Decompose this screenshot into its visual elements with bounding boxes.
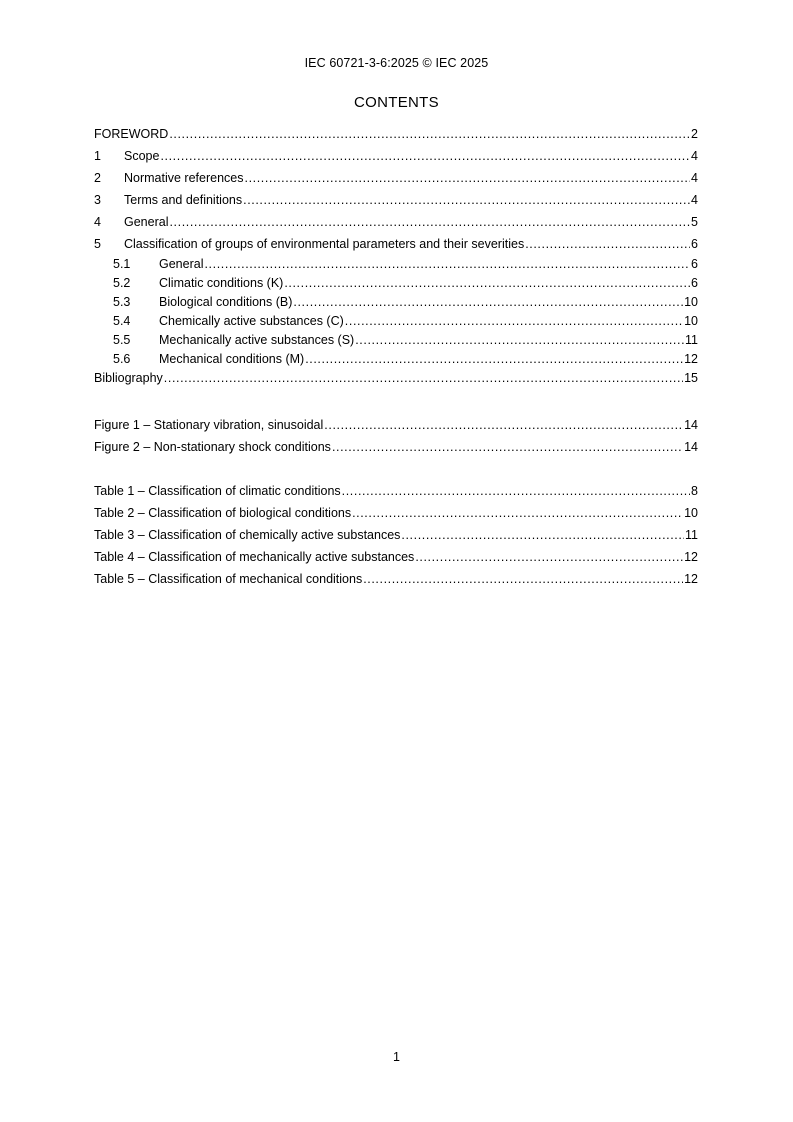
table-page: 12 [684, 572, 698, 586]
figure-page: 14 [684, 440, 698, 454]
toc-number: 5.1 [113, 257, 131, 271]
table-page: 12 [684, 550, 698, 564]
table-label: Table 2 – Classification of biological conditions [94, 506, 352, 520]
toc-page: 6 [691, 257, 698, 271]
toc-number: 5.6 [113, 352, 131, 366]
leader-dots [245, 167, 691, 189]
toc-entry-classification[interactable] [94, 233, 698, 255]
table-label: Table 5 – Classification of mechanical conditions [94, 572, 363, 586]
figure-entry-2[interactable] [94, 436, 698, 458]
toc-number: 5.3 [113, 295, 131, 309]
table-page: 8 [691, 484, 698, 498]
toc-entry-5-3[interactable] [94, 293, 698, 312]
toc-page: 2 [691, 127, 698, 141]
figure-entry-1[interactable] [94, 414, 698, 436]
toc-entry-scope[interactable] [94, 145, 698, 167]
toc-label: Chemically active substances (C) [159, 314, 344, 328]
leader-dots [363, 568, 683, 590]
toc-entry-5-6[interactable] [94, 350, 698, 369]
toc-page: 6 [691, 276, 698, 290]
toc-page: 4 [691, 149, 698, 163]
leader-dots [293, 293, 683, 312]
toc-entry-normative-references[interactable] [94, 167, 698, 189]
table-page: 10 [684, 506, 698, 520]
toc-label: Bibliography [94, 371, 163, 385]
page-number: 1 [393, 1050, 400, 1064]
leader-dots [525, 233, 690, 255]
leader-dots [305, 350, 683, 369]
toc-entry-foreword[interactable] [94, 123, 698, 145]
toc-label: Classification of groups of environmental parameters and their severities [124, 237, 525, 251]
table-list [94, 480, 698, 590]
leader-dots [164, 369, 683, 388]
toc-label: Mechanical conditions (M) [159, 352, 305, 366]
toc-entry-general[interactable] [94, 211, 698, 233]
leader-dots [160, 145, 690, 167]
toc-number: 5.2 [113, 276, 131, 290]
leader-dots [204, 255, 690, 274]
leader-dots [169, 211, 690, 233]
leader-dots [324, 414, 683, 436]
leader-dots [355, 331, 684, 350]
contents-title: CONTENTS [354, 94, 439, 111]
toc-page: 15 [684, 371, 698, 385]
toc-number: 2 [94, 171, 101, 185]
toc-list [94, 123, 698, 388]
toc-label: General [159, 257, 204, 271]
figure-list [94, 414, 698, 458]
toc-entry-terms-definitions[interactable] [94, 189, 698, 211]
toc-entry-5-4[interactable] [94, 312, 698, 331]
toc-page: 10 [684, 295, 698, 309]
toc-number: 3 [94, 193, 101, 207]
toc-label: Mechanically active substances (S) [159, 333, 355, 347]
toc-number: 5.4 [113, 314, 131, 328]
leader-dots [415, 546, 683, 568]
toc-label: Terms and definitions [124, 193, 243, 207]
leader-dots [342, 480, 690, 502]
figure-label: Figure 1 – Stationary vibration, sinusoidal [94, 418, 324, 432]
toc-entry-5-5[interactable] [94, 331, 698, 350]
leader-dots [332, 436, 683, 458]
leader-dots [169, 123, 690, 145]
toc-label: Climatic conditions (K) [159, 276, 284, 290]
table-entry-2[interactable] [94, 502, 698, 524]
figure-label: Figure 2 – Non-stationary shock conditions [94, 440, 331, 454]
toc-page: 11 [685, 333, 698, 347]
figure-page: 14 [684, 418, 698, 432]
leader-dots [284, 274, 690, 293]
leader-dots [243, 189, 690, 211]
toc-page: 10 [684, 314, 698, 328]
table-entry-5[interactable] [94, 568, 698, 590]
toc-number: 5.5 [113, 333, 131, 347]
toc-page: 6 [691, 237, 698, 251]
toc-entry-bibliography[interactable] [94, 369, 698, 388]
toc-label: FOREWORD [94, 127, 169, 141]
toc-page: 12 [684, 352, 698, 366]
toc-number: 5 [94, 237, 101, 251]
table-page: 11 [685, 528, 698, 542]
toc-number: 1 [94, 149, 101, 163]
leader-dots [352, 502, 683, 524]
toc-entry-5-1[interactable] [94, 255, 698, 274]
table-label: Table 1 – Classification of climatic conditions [94, 484, 341, 498]
toc-label: Biological conditions (B) [159, 295, 293, 309]
leader-dots [345, 312, 683, 331]
toc-label: Normative references [124, 171, 244, 185]
toc-page: 4 [691, 193, 698, 207]
table-entry-4[interactable] [94, 546, 698, 568]
toc-label: General [124, 215, 169, 229]
table-entry-1[interactable] [94, 480, 698, 502]
document-header: IEC 60721-3-6:2025 © IEC 2025 [304, 56, 489, 70]
toc-label: Scope [124, 149, 160, 163]
toc-number: 4 [94, 215, 101, 229]
toc-page: 5 [691, 215, 698, 229]
toc-entry-5-2[interactable] [94, 274, 698, 293]
table-label: Table 3 – Classification of chemically active substances [94, 528, 401, 542]
toc-page: 4 [691, 171, 698, 185]
table-entry-3[interactable] [94, 524, 698, 546]
table-label: Table 4 – Classification of mechanically active substances [94, 550, 415, 564]
leader-dots [401, 524, 684, 546]
